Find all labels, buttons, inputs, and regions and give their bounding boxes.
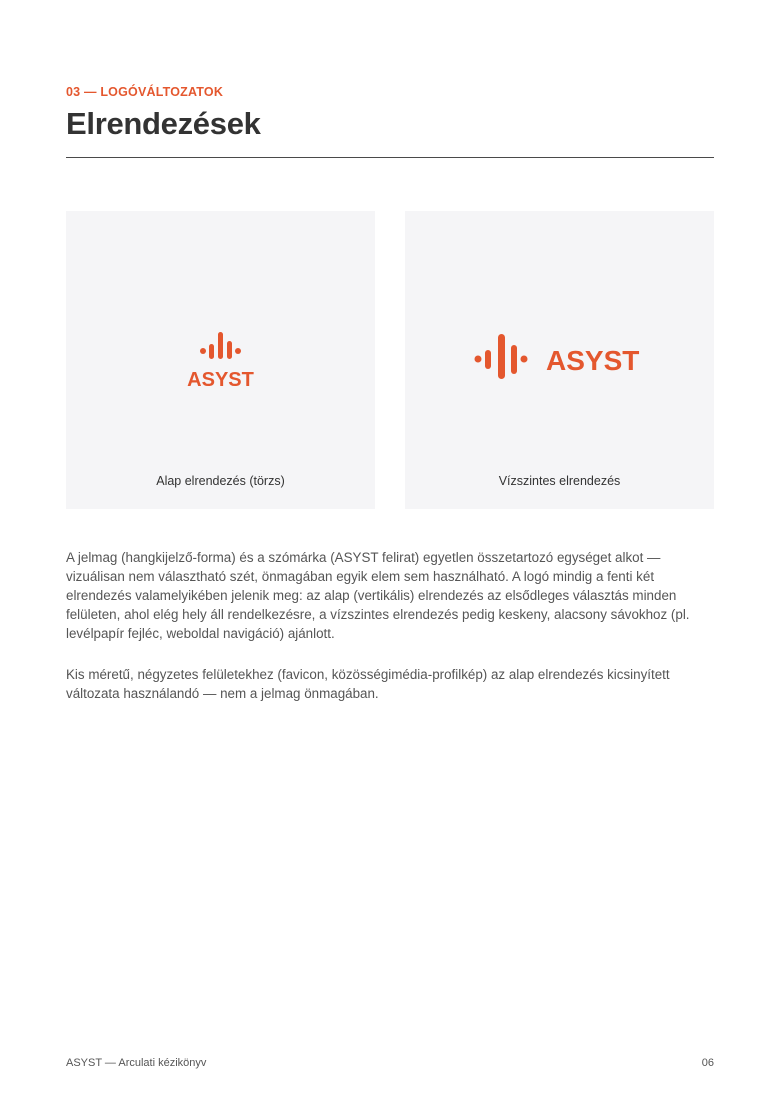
wave-bar-2 xyxy=(218,332,223,359)
body-paragraph-2: Kis méretű, négyzetes felületekhez (favicon, közösségimédia-profilkép) az alap elrendezés kicsinyített változata használandó — nem a jelmag önmagában. xyxy=(66,667,670,701)
wave-dot-right xyxy=(235,348,241,354)
wave-dot-left xyxy=(200,348,206,354)
wave-dot-left xyxy=(475,356,482,363)
wave-bar-3 xyxy=(227,341,232,359)
wave-bar-3 xyxy=(511,345,517,374)
wave-bar-1 xyxy=(209,344,214,359)
logo-panel-vertical xyxy=(66,211,375,509)
panel-caption-vertical: Alap elrendezés (törzs) xyxy=(156,474,285,488)
footer-title: ASYST — Arculati kézikönyv xyxy=(66,1057,207,1069)
wave-dot-right xyxy=(521,356,528,363)
soundwave-mark-icon xyxy=(475,334,528,379)
wordmark-vertical: ASYST xyxy=(187,369,254,391)
wave-bar-1 xyxy=(485,350,491,369)
section-label: 03 — LOGÓVÁLTOZATOK xyxy=(66,85,224,99)
logo-vertical xyxy=(66,211,375,509)
logo-horizontal xyxy=(405,211,714,509)
page-number: 06 xyxy=(701,1057,714,1069)
page-title: Elrendezések xyxy=(66,106,261,141)
body-paragraph-1: A jelmag (hangkijelző-forma) és a szómárka (ASYST felirat) egyetlen összetartozó egységet alkot — vizuálisan nem választható szét, önmagában egyik elem sem használható. A logó mindig a fenti két elrendezés valamelyikében jelenik meg: az alap (vertikális) elrendezés az elsődleges választás minden felületen, ahol elég hely áll rendelkezésre, a vízszintes elrendezés pedig keskeny, alacsony sávokhoz (pl. levélpapír fejléc, weboldal navigáció) ajánlott. xyxy=(66,550,690,641)
panel-caption-horizontal: Vízszintes elrendezés xyxy=(498,474,621,488)
wave-bar-2 xyxy=(498,334,505,379)
wordmark-horizontal: ASYST xyxy=(546,345,640,376)
title-divider xyxy=(66,157,714,158)
logo-panel-horizontal xyxy=(405,211,714,509)
soundwave-mark-icon xyxy=(200,332,241,359)
